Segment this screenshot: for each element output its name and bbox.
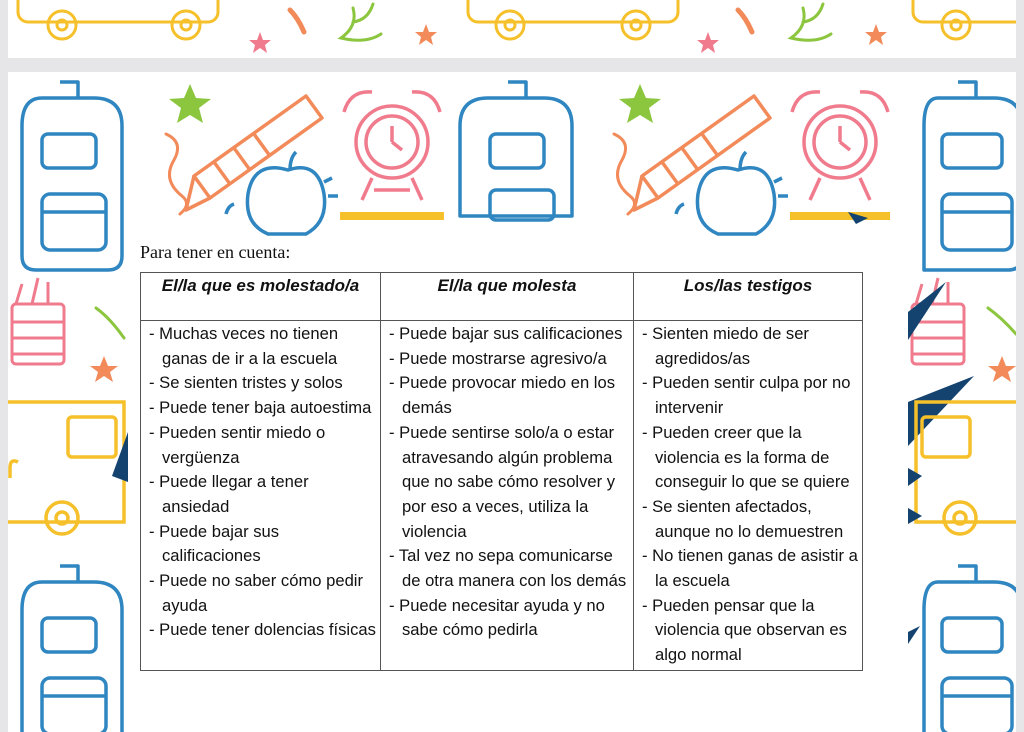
star-icon	[169, 84, 211, 123]
top-strip-doodles	[8, 0, 1016, 58]
squiggle	[614, 134, 635, 214]
list-item: - Muchas veces no tienen ganas de ir a la escuela	[149, 322, 376, 371]
pencil-icon	[186, 96, 322, 210]
list-item: - Puede tener baja autoestima	[149, 396, 376, 421]
school-bus-icon	[913, 0, 1016, 39]
hanger-icon	[791, 4, 831, 40]
apple-icon	[226, 152, 338, 234]
backpack-icon	[22, 566, 122, 732]
list-item: - Pueden creer que la violencia es la forma de conseguir lo que se quiere	[642, 421, 858, 495]
backpack-icon	[924, 566, 1016, 732]
list-item: - Sienten miedo de ser agredidos/as	[642, 322, 858, 371]
list-item: - Pueden sentir culpa por no intervenir	[642, 371, 858, 420]
list-item: - Puede provocar miedo en los demás	[389, 371, 629, 420]
list-item: - Puede bajar sus calificaciones	[149, 520, 376, 569]
backpack-icon	[924, 82, 1016, 270]
roles-table	[140, 272, 863, 671]
navy-shard	[908, 626, 920, 644]
list-item: - Puede bajar sus calificaciones	[389, 322, 629, 347]
list-item: - Se sienten afectados, aunque no lo demuestren	[642, 495, 858, 544]
victim-list	[149, 322, 376, 643]
table-caption: Para tener en cuenta:	[140, 242, 291, 262]
star-icon	[249, 32, 271, 53]
cell-victim	[141, 321, 381, 671]
list-item: - Puede llegar a tener ansiedad	[149, 470, 376, 519]
list-item: - Pueden sentir miedo o vergüenza	[149, 421, 376, 470]
list-item: - Puede sentirse solo/a o estar atravesando algún problema que no sabe cómo resolver y por eso a veces, utiliza la violencia	[389, 421, 629, 545]
school-bus-icon	[8, 402, 124, 534]
pencil-icon	[738, 10, 752, 32]
list-item: - Puede tener dolencias físicas	[149, 618, 376, 643]
school-bus-icon	[18, 0, 218, 39]
table-header-row	[141, 273, 863, 321]
hanger-icon	[96, 308, 124, 338]
star-icon	[697, 32, 719, 53]
header-aggressor: El/la que molesta	[381, 273, 634, 321]
header-victim: El/la que es molestado/a	[141, 273, 381, 321]
cell-witnesses	[634, 321, 863, 671]
star-icon	[619, 84, 661, 123]
list-item: - No tienen ganas de asistir a la escuela	[642, 544, 858, 593]
pencil-icon	[290, 10, 304, 32]
list-item: - Puede necesitar ayuda y no sabe cómo pedirla	[389, 594, 629, 643]
star-icon	[865, 24, 887, 45]
witnesses-list	[642, 322, 858, 668]
hanger-icon	[341, 4, 381, 40]
aggressor-list	[389, 322, 629, 643]
book-stub	[340, 212, 444, 220]
list-item: - Puede mostrarse agresivo/a	[389, 347, 629, 372]
alarm-clock-icon	[792, 92, 888, 200]
pencil-icon	[634, 96, 770, 210]
header-witnesses: Los/las testigos	[634, 273, 863, 321]
pencil-cup-icon	[12, 278, 64, 364]
document-page	[8, 72, 1016, 732]
list-item: - Se sienten tristes y solos	[149, 371, 376, 396]
list-item: - Pueden pensar que la violencia que observan es algo normal	[642, 594, 858, 668]
star-icon	[415, 24, 437, 45]
backpack-icon	[22, 82, 122, 270]
hanger-icon	[988, 308, 1016, 334]
previous-page-strip	[8, 0, 1016, 58]
squiggle	[166, 134, 187, 214]
navy-shard	[908, 282, 946, 340]
star-icon	[988, 356, 1016, 382]
table-row	[141, 321, 863, 671]
alarm-clock-icon	[344, 92, 440, 200]
book-stub	[790, 212, 890, 220]
backpack-icon	[460, 82, 572, 220]
cell-aggressor	[381, 321, 634, 671]
school-bus-icon	[468, 0, 678, 39]
list-item: - Tal vez no sepa comunicarse de otra manera con los demás	[389, 544, 629, 593]
navy-shard	[908, 376, 974, 446]
school-bus-icon	[916, 402, 1016, 534]
star-icon	[90, 356, 118, 382]
list-item: - Puede no saber cómo pedir ayuda	[149, 569, 376, 618]
